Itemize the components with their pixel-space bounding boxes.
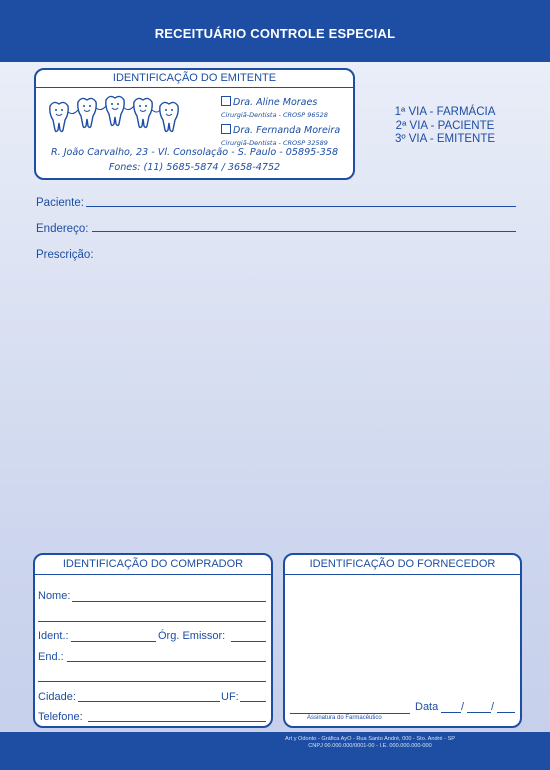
copy-item: 2ª VIA - PACIENTE xyxy=(395,119,495,132)
date-slash: / xyxy=(461,701,465,713)
buyer-address-line-2[interactable] xyxy=(38,681,266,682)
header-bar xyxy=(0,0,550,62)
signature-label: Assinatura do Farmacêutico xyxy=(307,715,382,721)
patient-label: Paciente: xyxy=(36,197,84,209)
supplier-box xyxy=(283,553,522,728)
emitter-phones: Fones: (11) 5685-5874 / 3658-4752 xyxy=(108,162,281,173)
signature-line[interactable] xyxy=(290,713,410,714)
buyer-name-label: Nome: xyxy=(38,590,71,602)
checkbox-icon[interactable] xyxy=(221,124,231,134)
emitter-box xyxy=(34,68,355,180)
address-label: Endereço: xyxy=(36,223,89,235)
form-title: RECEITUÁRIO CONTROLE ESPECIAL xyxy=(154,26,396,41)
buyer-state-label: UF: xyxy=(221,691,239,703)
dentist-registration: Cirurgiã-Dentista - CROSP 96528 xyxy=(221,111,328,119)
supplier-heading: IDENTIFICAÇÃO DO FORNECEDOR xyxy=(285,555,520,575)
dentist-name: Dra. Fernanda Moreira xyxy=(233,125,341,136)
dentist-1 xyxy=(221,90,328,119)
buyer-city-line[interactable] xyxy=(78,701,220,702)
dentist-2 xyxy=(221,118,340,147)
buyer-city-label: Cidade: xyxy=(38,691,76,703)
buyer-name-line-2[interactable] xyxy=(38,621,266,622)
dentist-registration: Cirurgiã-Dentista - CROSP 32589 xyxy=(221,139,328,147)
teeth-logo-icon xyxy=(44,92,184,136)
buyer-ident-label: Ident.: xyxy=(38,630,69,642)
footer-line-2: CNPJ 00.000.000/0001-00 - I.E. 000.000.000-000 xyxy=(308,743,432,749)
copy-item: 1ª VIA - FARMÁCIA xyxy=(394,106,496,118)
footer-text xyxy=(240,736,500,750)
footer-bar xyxy=(0,732,550,770)
buyer-ident-line[interactable] xyxy=(71,641,156,642)
prescription-area[interactable] xyxy=(36,266,516,536)
emitter-heading: IDENTIFICAÇÃO DO EMITENTE xyxy=(36,70,353,88)
buyer-phone-line[interactable] xyxy=(88,721,266,722)
prescription-label: Prescrição: xyxy=(36,249,94,261)
buyer-issuer-label: Órg. Emissor: xyxy=(158,630,226,642)
copy-item: 3º VIA - EMITENTE xyxy=(394,133,496,145)
address-line[interactable] xyxy=(92,231,516,232)
footer-line-1: Art y Odonto - Gráfica AyO - Rua Santo André, 000 - Sto. André - SP xyxy=(285,736,455,742)
buyer-phone-label: Telefone: xyxy=(38,711,83,723)
checkbox-icon[interactable] xyxy=(221,96,231,106)
buyer-name-line[interactable] xyxy=(72,601,266,602)
emitter-address: R. João Carvalho, 23 - Vl. Consolação - S. Paulo - 05895-358 xyxy=(50,147,339,158)
date-year-line[interactable] xyxy=(497,712,515,713)
date-slash: / xyxy=(491,701,495,713)
buyer-issuer-line[interactable] xyxy=(231,641,266,642)
buyer-address-line[interactable] xyxy=(67,661,266,662)
date-month-line[interactable] xyxy=(467,712,491,713)
date-day-line[interactable] xyxy=(441,712,461,713)
buyer-state-line[interactable] xyxy=(240,701,266,702)
buyer-address-label: End.: xyxy=(38,651,64,663)
date-label: Data xyxy=(415,701,439,713)
dentist-name: Dra. Aline Moraes xyxy=(233,97,318,108)
buyer-box xyxy=(33,553,273,728)
patient-line[interactable] xyxy=(86,206,516,207)
buyer-heading: IDENTIFICAÇÃO DO COMPRADOR xyxy=(35,555,271,575)
copy-list xyxy=(380,106,510,147)
